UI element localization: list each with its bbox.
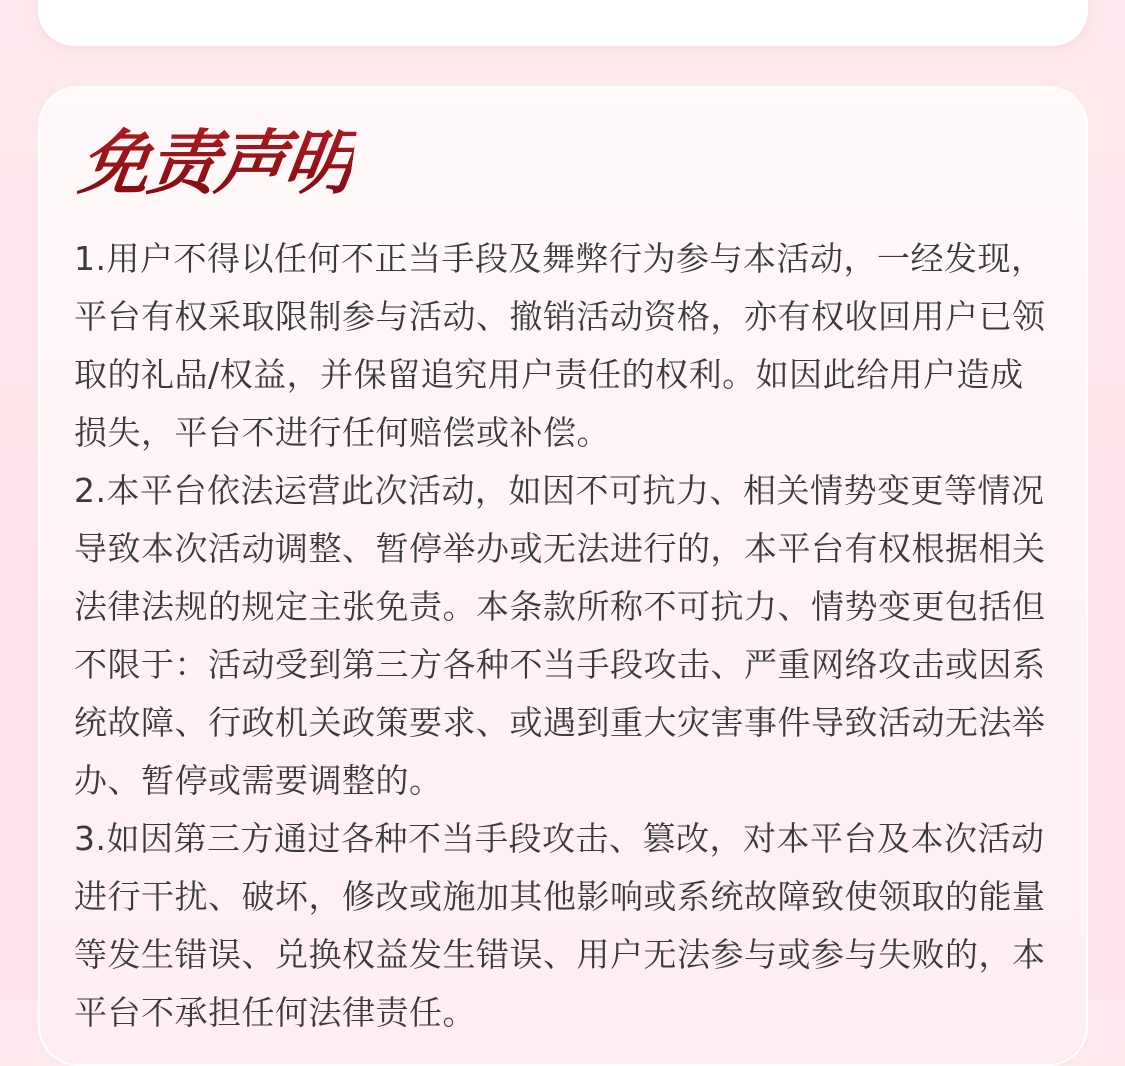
disclaimer-item-1: 1.用户不得以任何不正当手段及舞弊行为参与本活动，一经发现，平台有权采取限制参与活动、撤销活动资格，亦有权收回用户已领取的礼品/权益，并保留追究用户责任的权利。如因此给用户造成损失，平台不进行任何赔偿或补偿。 [74, 239, 1046, 452]
disclaimer-content [74, 230, 1054, 1042]
disclaimer-item-2: 2.本平台依法运营此次活动，如因不可抗力、相关情势变更等情况导致本次活动调整、暂停举办或无法进行的，本平台有权根据相关法律法规的规定主张免责。本条款所称不可抗力、情势变更包括但不限于：活动受到第三方各种不当手段攻击、严重网络攻击或因系统故障、行政机关政策要求、或遇到重大灾害事件导致活动无法举办、暂停或需要调整的。 [74, 471, 1046, 800]
previous-section-card [38, 0, 1088, 46]
disclaimer-title: 免责声明 [74, 118, 359, 208]
disclaimer-item-3: 3.如因第三方通过各种不当手段攻击、篡改，对本平台及本次活动进行干扰、破坏，修改或施加其他影响或系统故障致使领取的能量等发生错误、兑换权益发生错误、用户无法参与或参与失败的，本平台不承担任何法律责任。 [74, 819, 1046, 1032]
